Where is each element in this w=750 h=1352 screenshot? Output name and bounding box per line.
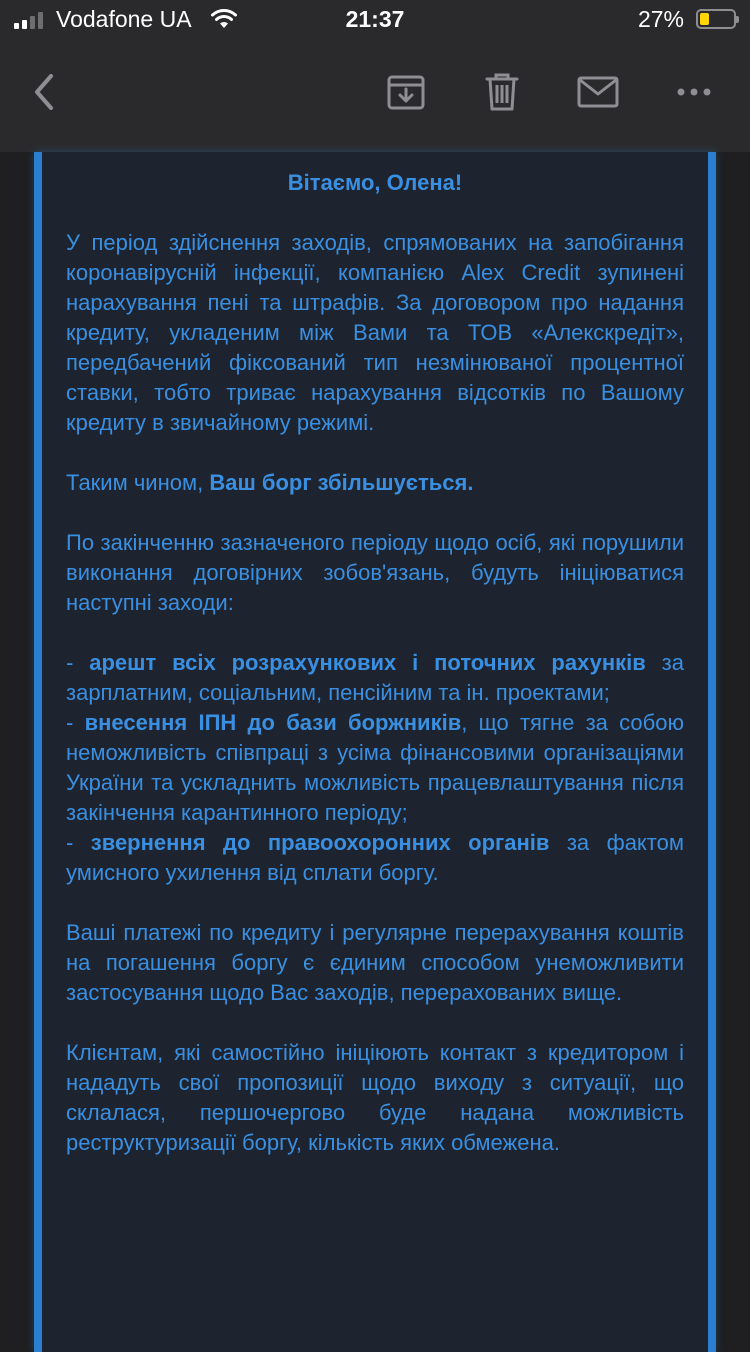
paragraph-measures-intro: По закінченню зазначеного періоду щодо осіб, які порушили виконання договірних зобов'язань, будуть ініціюватися наступні заходи:: [66, 530, 684, 615]
list-item: - внесення ІПН до бази боржників, що тягне за собою неможливість співпраці з усіма фінансовими організаціями України та ускладнить можливість працевлаштування після закінчення карантинного періоду;: [66, 710, 684, 825]
debt-increase-highlight: Ваш борг збільшується.: [209, 470, 474, 495]
battery-icon: [696, 9, 736, 29]
trash-icon: [484, 72, 520, 112]
carrier-name: Vodafone UA: [56, 6, 192, 32]
email-body: [66, 160, 684, 1188]
paragraph-debt-increase: Таким чином, Ваш борг збільшується.: [66, 470, 474, 495]
list-item: - звернення до правоохоронних органів за фактом умисного ухилення від сплати боргу.: [66, 830, 684, 885]
clock-time: 21:37: [345, 6, 405, 32]
greeting: Вітаємо, Олена!: [287, 170, 463, 195]
status-bar: [0, 0, 750, 40]
archive-icon: [386, 72, 426, 112]
paragraph-interest: У період здійснення заходів, спрямованих на запобігання коронавірусній інфекції, компанією Alex Credit зупинені нарахування пені та штрафів. За договором про надання кредиту, укладеним між Вами та ТОВ «Алекскредіт», передбачений фіксований тип незмінюваної процентної ставки, тобто триває нарахування відсотків по Вашому кредиту в звичайному режимі.: [66, 230, 684, 435]
battery-fill: [700, 13, 709, 25]
back-icon: [29, 72, 59, 112]
paragraph-payments: Ваші платежі по кредиту і регулярне перерахування коштів на погашення боргу є єдиним способом унеможливити застосування щодо Вас заходів, перерахованих вище.: [66, 920, 684, 1005]
reply-button[interactable]: [576, 70, 620, 114]
measures-list: [66, 648, 684, 888]
paragraph-restructuring: Клієнтам, які самостійно ініціюють контакт з кредитором і нададуть свої пропозиції щодо виходу з ситуації, що склалася, першочергово буде надана можливість реструктуризації боргу, кількість яких обмежена.: [66, 1040, 684, 1155]
list-item: - арешт всіх розрахункових і поточних рахунків за зарплатним, соціальним, пенсійним та ін. проектами;: [66, 650, 684, 705]
mail-toolbar: [0, 40, 750, 152]
battery-percent: 27%: [637, 6, 684, 32]
mail-icon: [577, 76, 619, 108]
archive-button[interactable]: [384, 70, 428, 114]
more-icon: [676, 87, 712, 97]
more-button[interactable]: [672, 70, 716, 114]
delete-button[interactable]: [480, 70, 524, 114]
back-button[interactable]: [22, 70, 66, 114]
